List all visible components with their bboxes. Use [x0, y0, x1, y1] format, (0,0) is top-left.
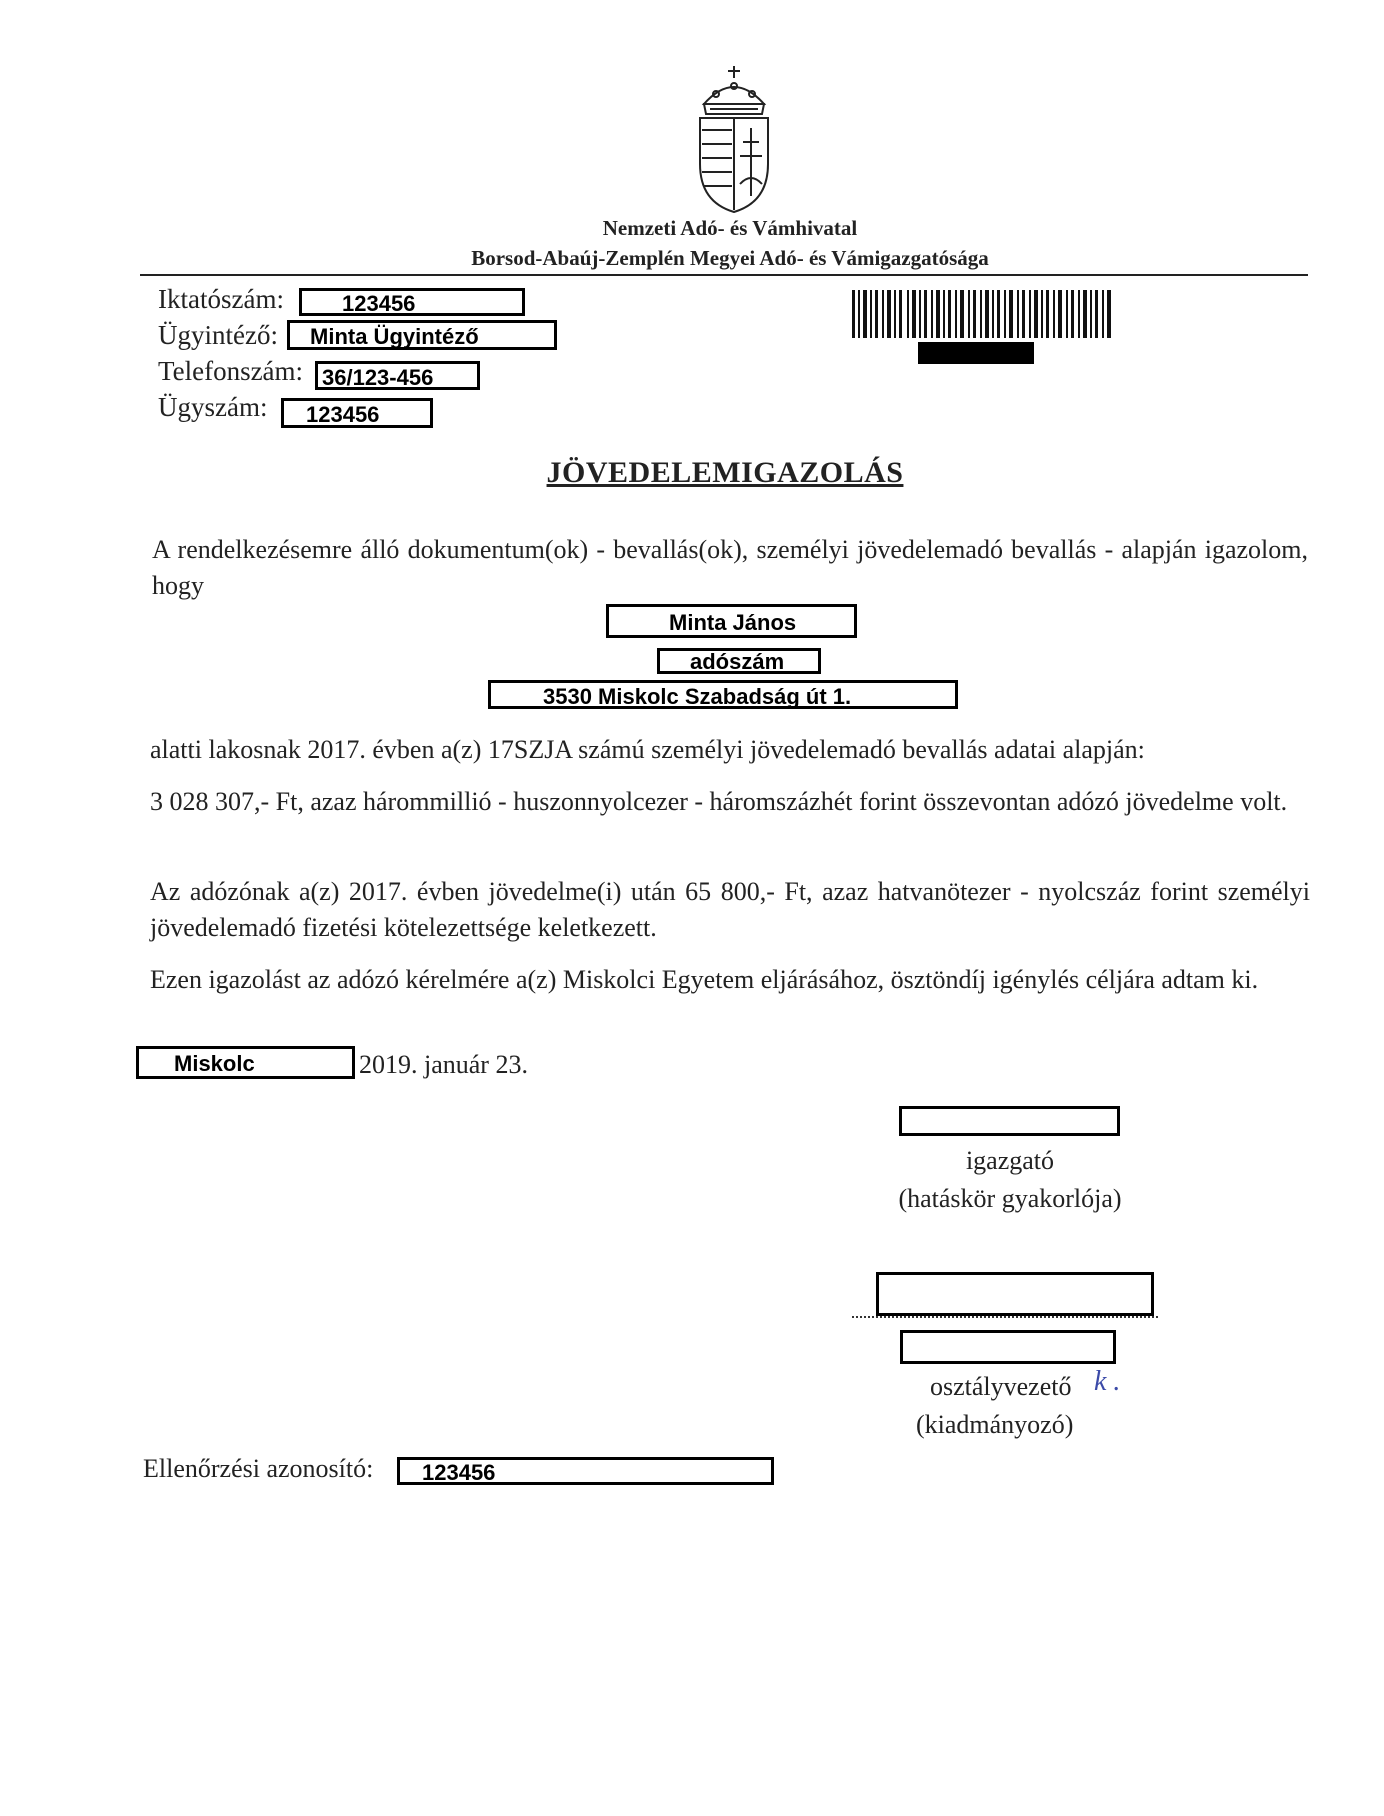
handwritten-initial: k . — [1094, 1366, 1121, 1397]
agency-name: Nemzeti Adó- és Vámhivatal — [602, 216, 858, 240]
barcode-icon — [852, 290, 1114, 338]
telefonszam-label: Telefonszám: — [158, 356, 304, 386]
ugyszam-label: Ügyszám: — [158, 392, 268, 422]
telefonszam-value: 36/123-456 — [322, 365, 434, 390]
document-title: JÖVEDELEMIGAZOLÁS — [546, 456, 904, 489]
place: Miskolc — [174, 1051, 255, 1076]
director-name-box — [899, 1106, 1120, 1136]
ugyszam-value: 123456 — [306, 402, 380, 427]
barcode-redaction — [918, 342, 1034, 364]
name-box — [606, 604, 857, 638]
iktatoszam-value: 123456 — [342, 291, 416, 316]
address: 3530 Miskolc Szabadság út 1. — [543, 684, 852, 709]
verification-value-box — [397, 1457, 774, 1485]
intro-paragraph: A rendelkezésemre álló dokumentum(ok) - bevallás(ok), személyi jövedelemadó bevallás - alapján igazolom, hogy — [152, 535, 1308, 600]
dept-head-title: osztályvezető — [930, 1372, 1072, 1401]
paragraph-3: Az adózónak a(z) 2017. évben jövedelme(i) után 65 800,- Ft, azaz hatvanötezer - nyolcszáz forint személyi jövedelemadó fizetési kötelezettsége keletkezett. — [150, 877, 1310, 942]
signature-dotted-line — [852, 1316, 1158, 1318]
paragraph-4: Ezen igazolást az adózó kérelmére a(z) Miskolci Egyetem eljárásához, ösztöndíj igénylés céljára adtam ki. — [150, 965, 1259, 994]
sub-agency-name: Borsod-Abaúj-Zemplén Megyei Adó- és Vámigazgatósága — [471, 246, 989, 270]
verification-value: 123456 — [422, 1460, 496, 1485]
header-divider — [140, 274, 1308, 276]
issue-date: 2019. január 23. — [359, 1050, 528, 1079]
taxpayer-name: Minta János — [669, 610, 797, 635]
director-role: (hatáskör gyakorlója) — [898, 1184, 1122, 1213]
telefonszam-value-box — [315, 361, 480, 390]
address-box — [488, 680, 958, 709]
paragraph-2: 3 028 307,- Ft, azaz hárommillió - huszonnyolcezer - háromszázhét forint összevontan adózó jövedelme volt. — [150, 787, 1288, 816]
iktatoszam-value-box — [299, 288, 525, 316]
tax-id: adószám — [690, 649, 785, 674]
ugyintezo-value-box — [287, 320, 557, 350]
paragraph-1: alatti lakosnak 2017. évben a(z) 17SZJA számú személyi jövedelemadó bevallás adatai alapján: — [150, 735, 1145, 764]
coat-of-arms-icon — [690, 64, 778, 214]
dept-head-name-box — [900, 1330, 1116, 1364]
ugyszam-value-box — [281, 398, 433, 428]
ugyintezo-label: Ügyintéző: — [158, 320, 278, 350]
signature-box — [876, 1272, 1154, 1316]
dept-head-role: (kiadmányozó) — [916, 1410, 1074, 1439]
verification-label: Ellenőrzési azonosító: — [143, 1454, 374, 1483]
iktatoszam-label: Iktatószám: — [158, 284, 284, 314]
director-title: igazgató — [965, 1146, 1055, 1175]
ugyintezo-value: Minta Ügyintéző — [310, 324, 479, 349]
tax-id-box — [657, 648, 821, 674]
place-box — [136, 1046, 355, 1079]
